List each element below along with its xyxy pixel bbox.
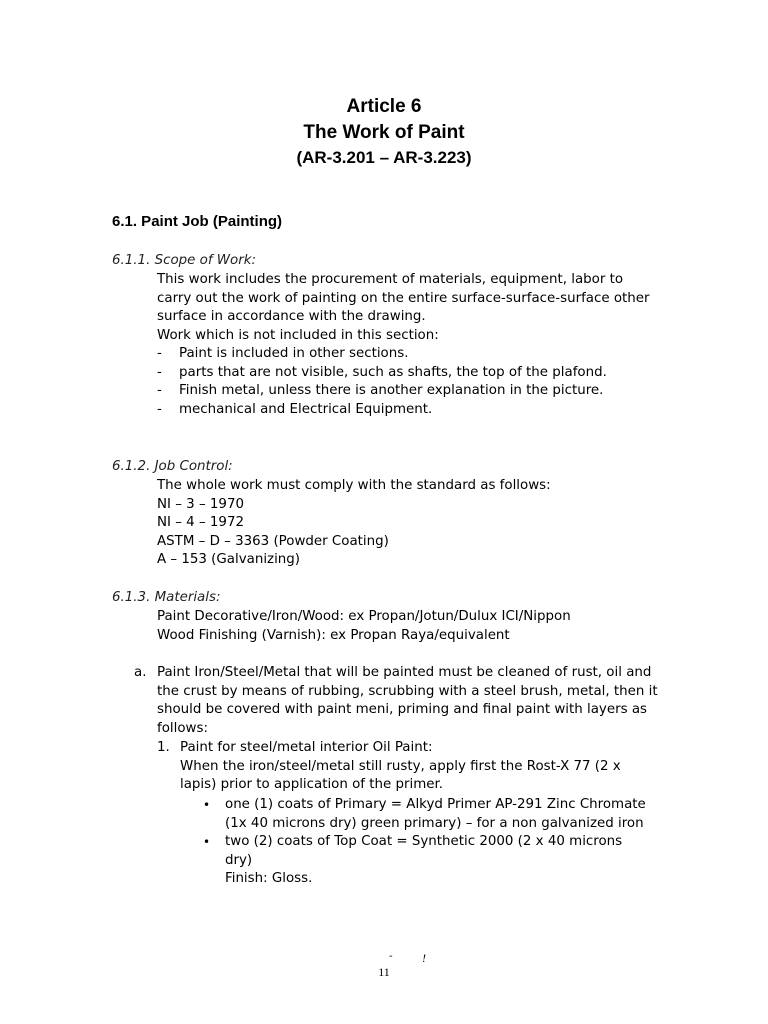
dash-marker: - [157,346,162,361]
article-reference: (AR-3.201 – AR-3.223) [296,148,472,167]
item-1-marker: 1. [157,740,170,755]
item-a-line: Paint Iron/Steel/Metal that will be painted must be cleaned of rust, oil and [157,665,652,680]
item-a-line: follows: [157,721,208,736]
scope-heading: 6.1.1. Scope of Work: [112,253,257,268]
list-item [157,382,637,401]
bullet-line: Finish: Gloss. [225,871,313,886]
item-a-marker: a. [134,665,147,680]
article-title: The Work of Paint [303,122,465,143]
list-item [157,345,637,364]
list-item [157,401,637,420]
scope-para-line: This work includes the procurement of materials, equipment, labor to [157,272,624,287]
page-number: 11 [378,965,390,979]
bullet-line: (1x 40 microns dry) green primary) – for a non galvanized iron [225,816,644,831]
article-title-block [0,94,768,170]
job-control-heading: 6.1.2. Job Control: [112,459,233,474]
scope-para-line: Work which is not included in this section: [157,328,439,343]
dash-marker: - [157,365,162,380]
item-a-line: should be covered with paint meni, priming and final paint with layers as [157,702,648,717]
standard-line: ASTM – D – 3363 (Powder Coating) [157,534,389,549]
bullet-item [203,796,663,834]
list-item-text: mechanical and Electrical Equipment. [179,402,433,417]
standard-line: NI – 4 – 1972 [157,515,244,530]
materials-line: Wood Finishing (Varnish): ex Propan Raya/equivalent [157,628,510,643]
standard-line: A – 153 (Galvanizing) [157,552,301,567]
bullet-marker: • [203,835,211,849]
list-item [157,364,637,383]
scope-para-line: surface in accordance with the drawing. [157,309,426,324]
job-control-line: The whole work must comply with the standard as follows: [157,478,551,493]
section-heading: 6.1. Paint Job (Painting) [112,213,283,230]
bullet-item [203,833,663,891]
footer-mark: ! [422,951,426,965]
bullet-line: dry) [225,853,253,868]
bullet-line: two (2) coats of Top Coat = Synthetic 2000 (2 x 40 microns [225,834,623,849]
article-number: Article 6 [346,96,422,117]
list-item-text: Paint is included in other sections. [179,346,409,361]
list-item-text: Finish metal, unless there is another explanation in the picture. [179,383,604,398]
materials-line: Paint Decorative/Iron/Wood: ex Propan/Jotun/Dulux ICI/Nippon [157,609,571,624]
footer-dash: - [389,951,393,962]
standard-line: NI – 3 – 1970 [157,497,244,512]
dash-marker: - [157,383,162,398]
materials-heading: 6.1.3. Materials: [112,590,221,605]
item-1-line: When the iron/steel/metal still rusty, apply first the Rost-X 77 (2 x [180,759,621,774]
list-item-text: parts that are not visible, such as shafts, the top of the plafond. [179,365,607,380]
scope-para-line: carry out the work of painting on the entire surface-surface-surface other [157,291,650,306]
item-1-line: lapis) prior to application of the primer. [180,777,444,792]
item-1-heading: Paint for steel/metal interior Oil Paint: [180,740,433,755]
dash-marker: - [157,402,162,417]
bullet-marker: • [203,798,211,812]
bullet-line: one (1) coats of Primary = Alkyd Primer AP-291 Zinc Chromate [225,797,646,812]
item-a-line: the crust by means of rubbing, scrubbing with a steel brush, metal, then it [157,684,658,699]
